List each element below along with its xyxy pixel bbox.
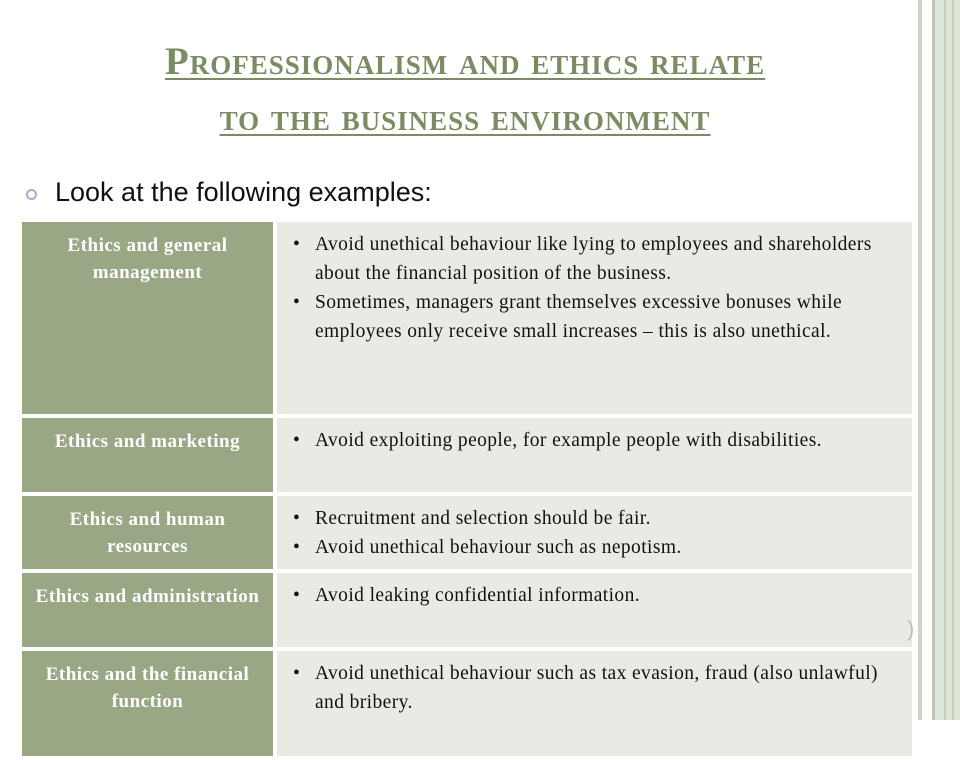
border-strip	[944, 0, 946, 720]
area-cell: Ethics and marketing	[22, 416, 275, 494]
list-item: • Sometimes, managers grant themselves excessive bonuses while employees only receive small increases – this is also unethical.	[289, 288, 900, 346]
ring-bullet-icon	[26, 189, 37, 200]
table-row	[22, 222, 912, 416]
border-strip	[922, 0, 932, 720]
list-item: • Avoid leaking confidential information.	[289, 581, 900, 610]
description-cell	[275, 222, 912, 416]
area-cell: Ethics and administration	[22, 571, 275, 649]
table-row	[22, 494, 912, 571]
table-row	[22, 416, 912, 494]
area-cell: Ethics and general management	[22, 222, 275, 416]
list-item: • Avoid exploiting people, for example people with disabilities.	[289, 426, 900, 455]
border-strip	[952, 0, 954, 720]
description-cell	[275, 416, 912, 494]
intro-bullet	[26, 172, 432, 212]
intro-text: Look at the following examples:	[55, 176, 432, 207]
list-item: • Recruitment and selection should be fair.	[289, 504, 900, 533]
description-cell	[275, 494, 912, 571]
list-item: • Avoid unethical behaviour such as nepotism.	[289, 533, 900, 562]
area-cell: Ethics and human resources	[22, 494, 275, 571]
description-cell	[275, 649, 912, 758]
title-line-2: to the business environment	[219, 96, 711, 139]
list-item: • Avoid unethical behaviour like lying to employees and shareholders about the financial position of the business.	[289, 230, 900, 288]
description-cell	[275, 571, 915, 649]
list-item: • Avoid unethical behaviour such as tax evasion, fraud (also unlawful) and bribery.	[289, 659, 900, 717]
title-line-1: Professionalism and ethics relate	[164, 40, 766, 83]
decorative-paren: )	[907, 616, 915, 641]
slide-title	[20, 34, 910, 146]
table-row	[22, 649, 912, 758]
ethics-table	[22, 222, 915, 760]
border-strip	[935, 0, 960, 720]
area-cell: Ethics and the financial function	[22, 649, 275, 758]
table-row	[22, 571, 912, 649]
